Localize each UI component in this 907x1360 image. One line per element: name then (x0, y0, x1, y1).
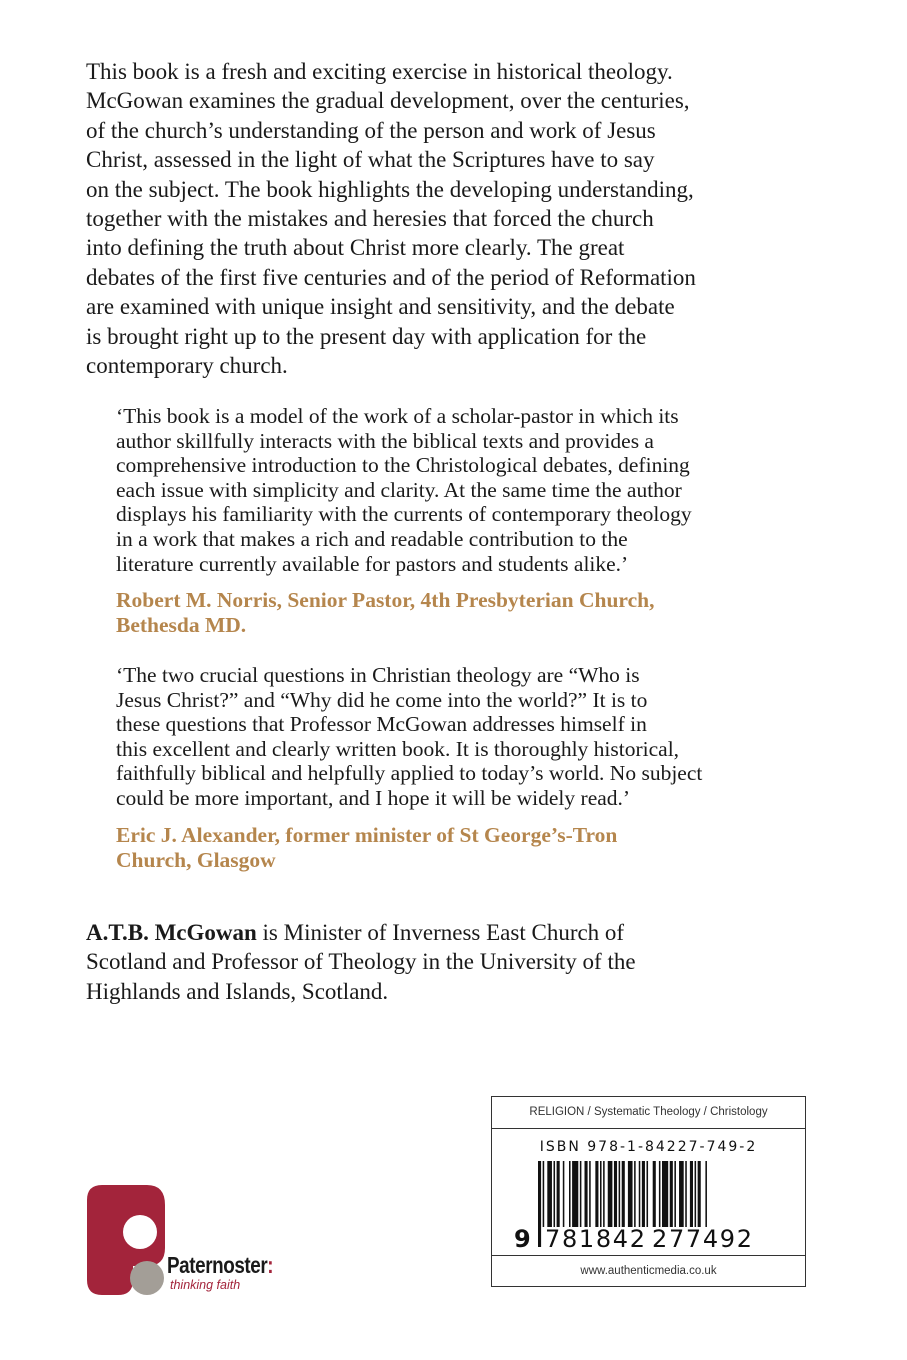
barcode-bar (557, 1161, 560, 1227)
quote-line: ‘This book is a model of the work of a scholar-pastor in which its (116, 404, 679, 428)
quote-line: this excellent and clearly written book. It is thoroughly historical, (116, 736, 680, 761)
blurb-line: together with the mistakes and heresies that forced the church (86, 206, 654, 232)
endorsement-quote (116, 663, 806, 873)
quote-line: in a work that makes a rich and readable contribution to the (116, 526, 628, 551)
quote-line: literature currently available for pastors and students alike.’ (116, 551, 629, 576)
quote-attribution (116, 823, 806, 873)
barcode-bar (589, 1161, 591, 1227)
barcode-digits-group2: 277492 (652, 1225, 752, 1251)
attribution-line: Church, Glasgow (116, 847, 276, 872)
barcode-bar (603, 1161, 605, 1227)
author-name: A.T.B. McGowan (86, 920, 257, 945)
blurb-line: on the subject. The book highlights the developing understanding, (86, 176, 694, 202)
barcode-bar (634, 1161, 636, 1227)
blurb-line: debates of the first five centuries and of the period of Reformation (86, 264, 696, 290)
barcode-bar (585, 1161, 588, 1227)
bio-line (86, 918, 786, 947)
author-bio (86, 918, 786, 1006)
barcode-bar (653, 1161, 656, 1227)
publisher-url: www.authenticmedia.co.uk (492, 1255, 805, 1286)
publisher-logo (85, 1180, 325, 1300)
blurb-line: are examined with unique insight and sensitivity, and the debate (86, 294, 675, 320)
attribution-line: Bethesda MD. (116, 613, 247, 638)
bio-line: Highlands and Islands, Scotland. (86, 978, 389, 1004)
attribution-line: Robert M. Norris, Senior Pastor, 4th Presbyterian Church, (116, 588, 655, 613)
barcode-bar (608, 1161, 613, 1227)
blurb-line: is brought right up to the present day with application for the (86, 323, 647, 349)
barcode-bar (563, 1161, 565, 1227)
barcode-bar (690, 1161, 693, 1227)
barcode-bar (622, 1161, 625, 1227)
bio-line: Scotland and Professor of Theology in the University of the (86, 949, 636, 975)
quote-line: displays his familiarity with the currents of contemporary theology (116, 502, 692, 527)
bio-text: is Minister of Inverness East Church of (256, 920, 625, 945)
barcode-bar (595, 1161, 598, 1227)
barcode-bar (600, 1161, 602, 1227)
barcode-bar (639, 1161, 641, 1227)
publisher-colon: : (267, 1252, 274, 1278)
isbn-text: ISBN 978-1-84227-749-2 (539, 1139, 758, 1155)
barcode-bar (647, 1161, 649, 1227)
barcode-bar (554, 1161, 556, 1227)
barcode-bar (642, 1161, 645, 1227)
barcode-digits-group1: 781842 (545, 1225, 645, 1251)
barcode-bar (538, 1161, 541, 1247)
quote-line: these questions that Professor McGowan addresses himself in (116, 712, 647, 737)
publisher-name: Paternoster: (167, 1252, 274, 1278)
barcode-bar (662, 1161, 668, 1227)
quote-line: comprehensive introduction to the Christological debates, defining (116, 453, 690, 478)
barcode-bar (580, 1161, 582, 1227)
barcode-bar (695, 1161, 697, 1227)
barcode-digit-lead: 9 (514, 1225, 531, 1251)
barcode-bar (569, 1161, 571, 1227)
quote-attribution (116, 588, 806, 638)
back-cover-blurb (86, 57, 806, 380)
blurb-line: contemporary church. (86, 353, 288, 379)
barcode-bar (679, 1161, 684, 1227)
barcode-bar (670, 1161, 673, 1227)
quote-line: faithfully biblical and helpfully applied to today’s world. No subject (116, 761, 703, 786)
publisher-tagline: thinking faith (170, 1278, 241, 1292)
blurb-line: McGowan examines the gradual development, over the centuries, (86, 88, 690, 114)
barcode-bar (614, 1161, 617, 1227)
blurb-line: into defining the truth about Christ more clearly. The great (86, 235, 625, 261)
barcode-bar (659, 1161, 661, 1227)
barcode-bar (547, 1161, 552, 1227)
quote-line: author skillfully interacts with the biblical texts and provides a (116, 428, 654, 453)
endorsement-quote (116, 404, 806, 638)
quote-line: Jesus Christ?” and “Why did he come into the world?” It is to (116, 687, 648, 712)
bisac-category: RELIGION / Systematic Theology / Christology (492, 1097, 805, 1129)
blurb-line: of the church’s understanding of the person and work of Jesus (86, 117, 656, 143)
barcode-bar (572, 1161, 578, 1227)
barcode-bar (685, 1161, 687, 1227)
attribution-line: Eric J. Alexander, former minister of St George’s-Tron (116, 822, 618, 847)
quote-line: each issue with simplicity and clarity. At the same time the author (116, 477, 682, 502)
barcode-bar (628, 1161, 633, 1227)
barcode (512, 1161, 782, 1251)
blurb-line: This book is a fresh and exciting exercise in historical theology. (86, 59, 673, 84)
isbn-box (491, 1096, 806, 1287)
blurb-line: Christ, assessed in the light of what the Scriptures have to say (86, 147, 655, 173)
quote-line: could be more important, and I hope it will be widely read.’ (116, 785, 631, 810)
barcode-bar (674, 1161, 676, 1227)
quote-line: ‘The two crucial questions in Christian theology are “Who is (116, 663, 640, 687)
